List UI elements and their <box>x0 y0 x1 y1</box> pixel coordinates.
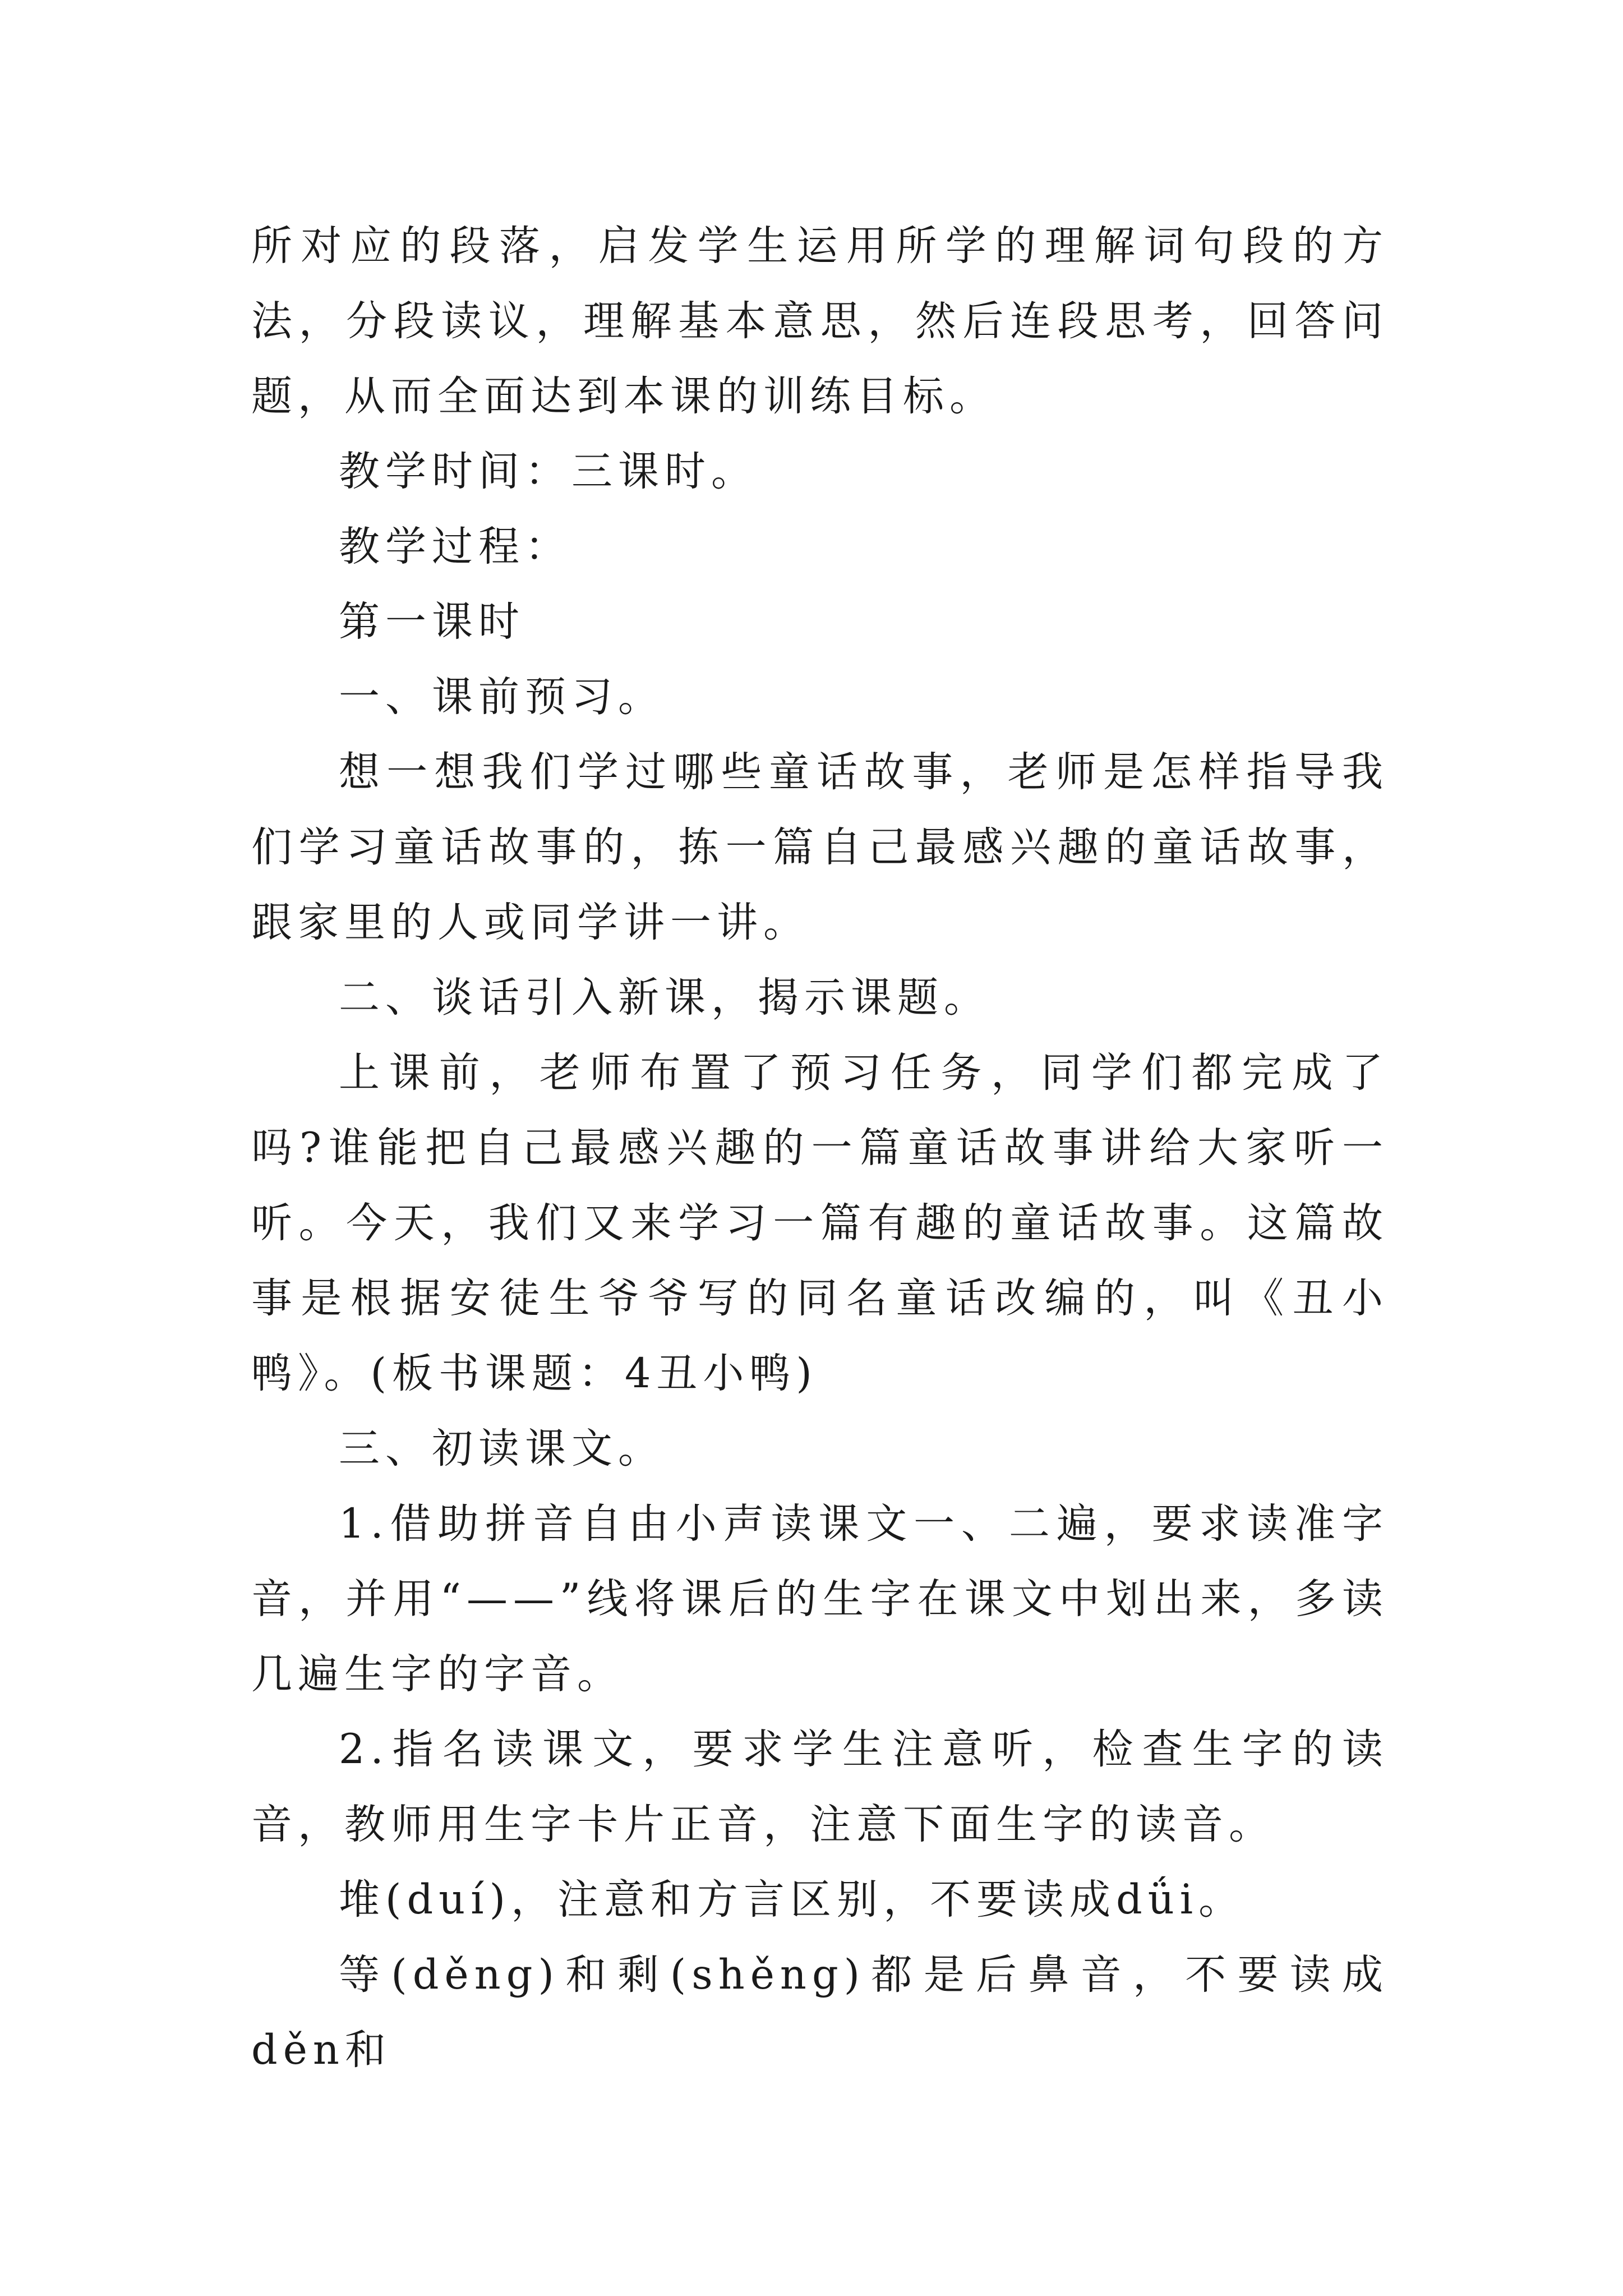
paragraph-step-1: 1.借助拼音自由小声读课文一、二遍，要求读准字音，并用“——”线将课后的生字在课文中划出来，多读几遍生字的字音。 <box>251 1500 1389 1698</box>
paragraph-step-2: 2.指名读课文，要求学生注意听，检查生字的读音，教师用生字卡片正音，注意下面生字的读音。 <box>251 1726 1389 1848</box>
paragraph-teaching-time: 教学时间：三课时。 <box>339 448 758 495</box>
paragraph-intro-content: 上课前，老师布置了预习任务，同学们都完成了吗?谁能把自己最感兴趣的一篇童话故事讲给大家听一听。今天，我们又来学习一篇有趣的童话故事。这篇故事是根据安徒生爷爷写的同名童话改编的，叫《丑小鸭》。(板书课题：4丑小鸭) <box>251 1049 1389 1397</box>
paragraph-preview-heading: 一、课前预习。 <box>339 673 665 721</box>
paragraph-continued-intro: 所对应的段落，启发学生运用所学的理解词句段的方法，分段读议，理解基本意思，然后连段思考，回答问题，从而全面达到本课的训练目标。 <box>251 222 1389 420</box>
document-body <box>251 209 1389 2088</box>
paragraph-pronunciation-deng-sheng: 等(děng)和剩(shěng)都是后鼻音，不要读成děn和 <box>251 1951 1389 2074</box>
paragraph-first-read-heading: 三、初读课文。 <box>339 1425 665 1473</box>
paragraph-first-lesson: 第一课时 <box>339 598 525 646</box>
paragraph-teaching-process: 教学过程： <box>339 523 571 570</box>
paragraph-preview-content: 想一想我们学过哪些童话故事，老师是怎样指导我们学习童话故事的，拣一篇自己最感兴趣的童话故事，跟家里的人或同学讲一讲。 <box>251 748 1389 946</box>
paragraph-pronunciation-dui: 堆(duí)，注意和方言区别，不要读成dǘi。 <box>339 1876 1246 1924</box>
paragraph-intro-heading: 二、谈话引入新课，揭示课题。 <box>339 974 990 1022</box>
